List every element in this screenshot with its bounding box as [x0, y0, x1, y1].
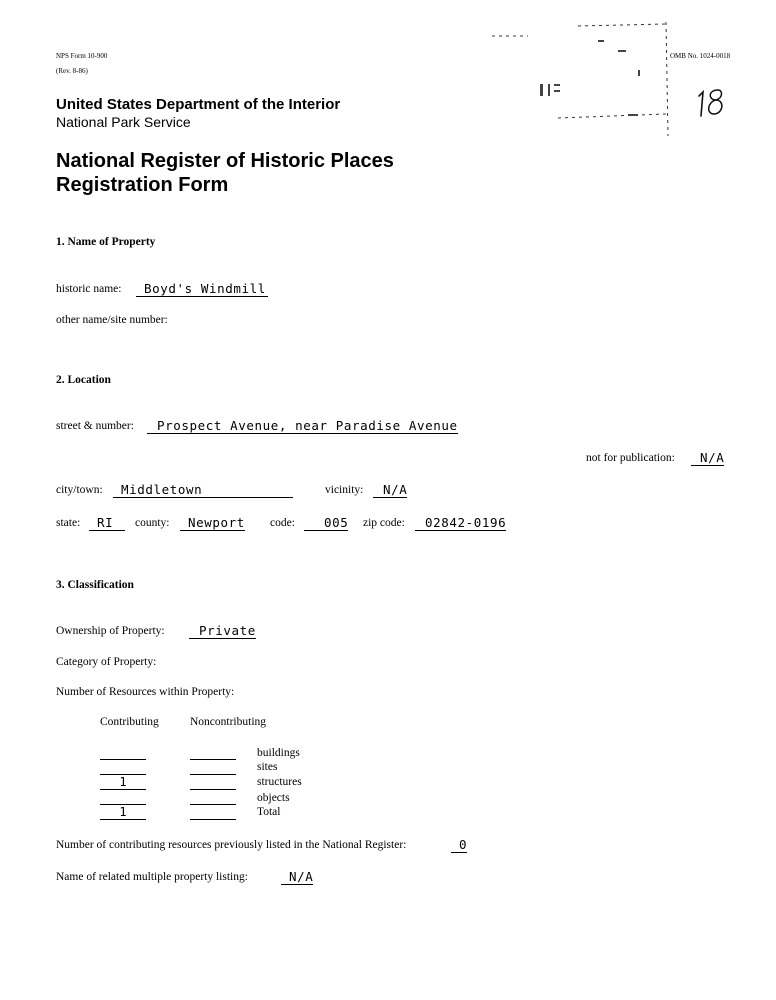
- contributing-blank-line: [100, 819, 146, 820]
- category-label: Category of Property:: [56, 656, 157, 668]
- ownership-value: Private: [189, 623, 256, 639]
- historic-name-value: Boyd's Windmill: [136, 281, 268, 297]
- noncontributing-blank-line: [190, 819, 236, 820]
- zip-value: 02842-0196: [415, 515, 506, 531]
- resource-contributing-count: 1: [119, 775, 127, 789]
- form-revision: (Rev. 8-86): [56, 67, 88, 75]
- city-label: city/town:: [56, 484, 103, 496]
- code-value: 005: [304, 515, 348, 531]
- noncontributing-blank-line: [190, 804, 236, 805]
- vicinity-value: N/A: [373, 482, 407, 498]
- multiple-listing-label: Name of related multiple property listing:: [56, 871, 248, 883]
- handwritten-number-graphic: [696, 84, 726, 120]
- resource-type-label: objects: [257, 792, 290, 804]
- contributing-blank-line: [100, 759, 146, 760]
- previously-listed-value: 0: [451, 837, 467, 853]
- contributing-header: Contributing: [100, 716, 159, 728]
- ownership-label: Ownership of Property:: [56, 625, 165, 637]
- code-label: code:: [270, 517, 295, 529]
- historic-name-label: historic name:: [56, 283, 122, 295]
- street-value: Prospect Avenue, near Paradise Avenue: [147, 418, 458, 434]
- vicinity-label: vicinity:: [325, 484, 364, 496]
- not-for-publication-label: not for publication:: [586, 452, 675, 464]
- resource-type-label: buildings: [257, 747, 300, 759]
- omb-number: OMB No. 1024-0018: [670, 52, 731, 60]
- form-title-line2: Registration Form: [56, 174, 229, 196]
- state-label: state:: [56, 517, 81, 529]
- received-stamp-graphic: [488, 18, 678, 138]
- resource-type-label: structures: [257, 776, 302, 788]
- resource-type-label: Total: [257, 806, 281, 818]
- noncontributing-blank-line: [190, 789, 236, 790]
- department-heading: United States Department of the Interior: [56, 96, 341, 113]
- form-title-line1: National Register of Historic Places: [56, 150, 394, 172]
- resource-type-label: sites: [257, 761, 278, 773]
- resource-contributing-count: 1: [119, 805, 127, 819]
- county-label: county:: [135, 517, 170, 529]
- multiple-listing-value: N/A: [281, 869, 313, 885]
- noncontributing-header: Noncontributing: [190, 716, 267, 728]
- noncontributing-blank-line: [190, 759, 236, 760]
- previously-listed-label: Number of contributing resources previously listed in the National Register:: [56, 839, 407, 851]
- city-value: Middletown: [113, 482, 293, 498]
- other-name-label: other name/site number:: [56, 314, 168, 326]
- contributing-blank-line: [100, 789, 146, 790]
- service-heading: National Park Service: [56, 114, 191, 130]
- state-value: RI: [89, 515, 125, 531]
- county-value: Newport: [180, 515, 245, 531]
- noncontributing-blank-line: [190, 774, 236, 775]
- street-label: street & number:: [56, 420, 134, 432]
- section2-heading: 2. Location: [56, 374, 111, 386]
- form-number: NPS Form 10-900: [56, 52, 108, 60]
- resources-label: Number of Resources within Property:: [56, 686, 235, 698]
- zip-label: zip code:: [363, 517, 405, 529]
- not-for-publication-value: N/A: [691, 450, 724, 466]
- section1-heading: 1. Name of Property: [56, 236, 156, 248]
- section3-heading: 3. Classification: [56, 579, 134, 591]
